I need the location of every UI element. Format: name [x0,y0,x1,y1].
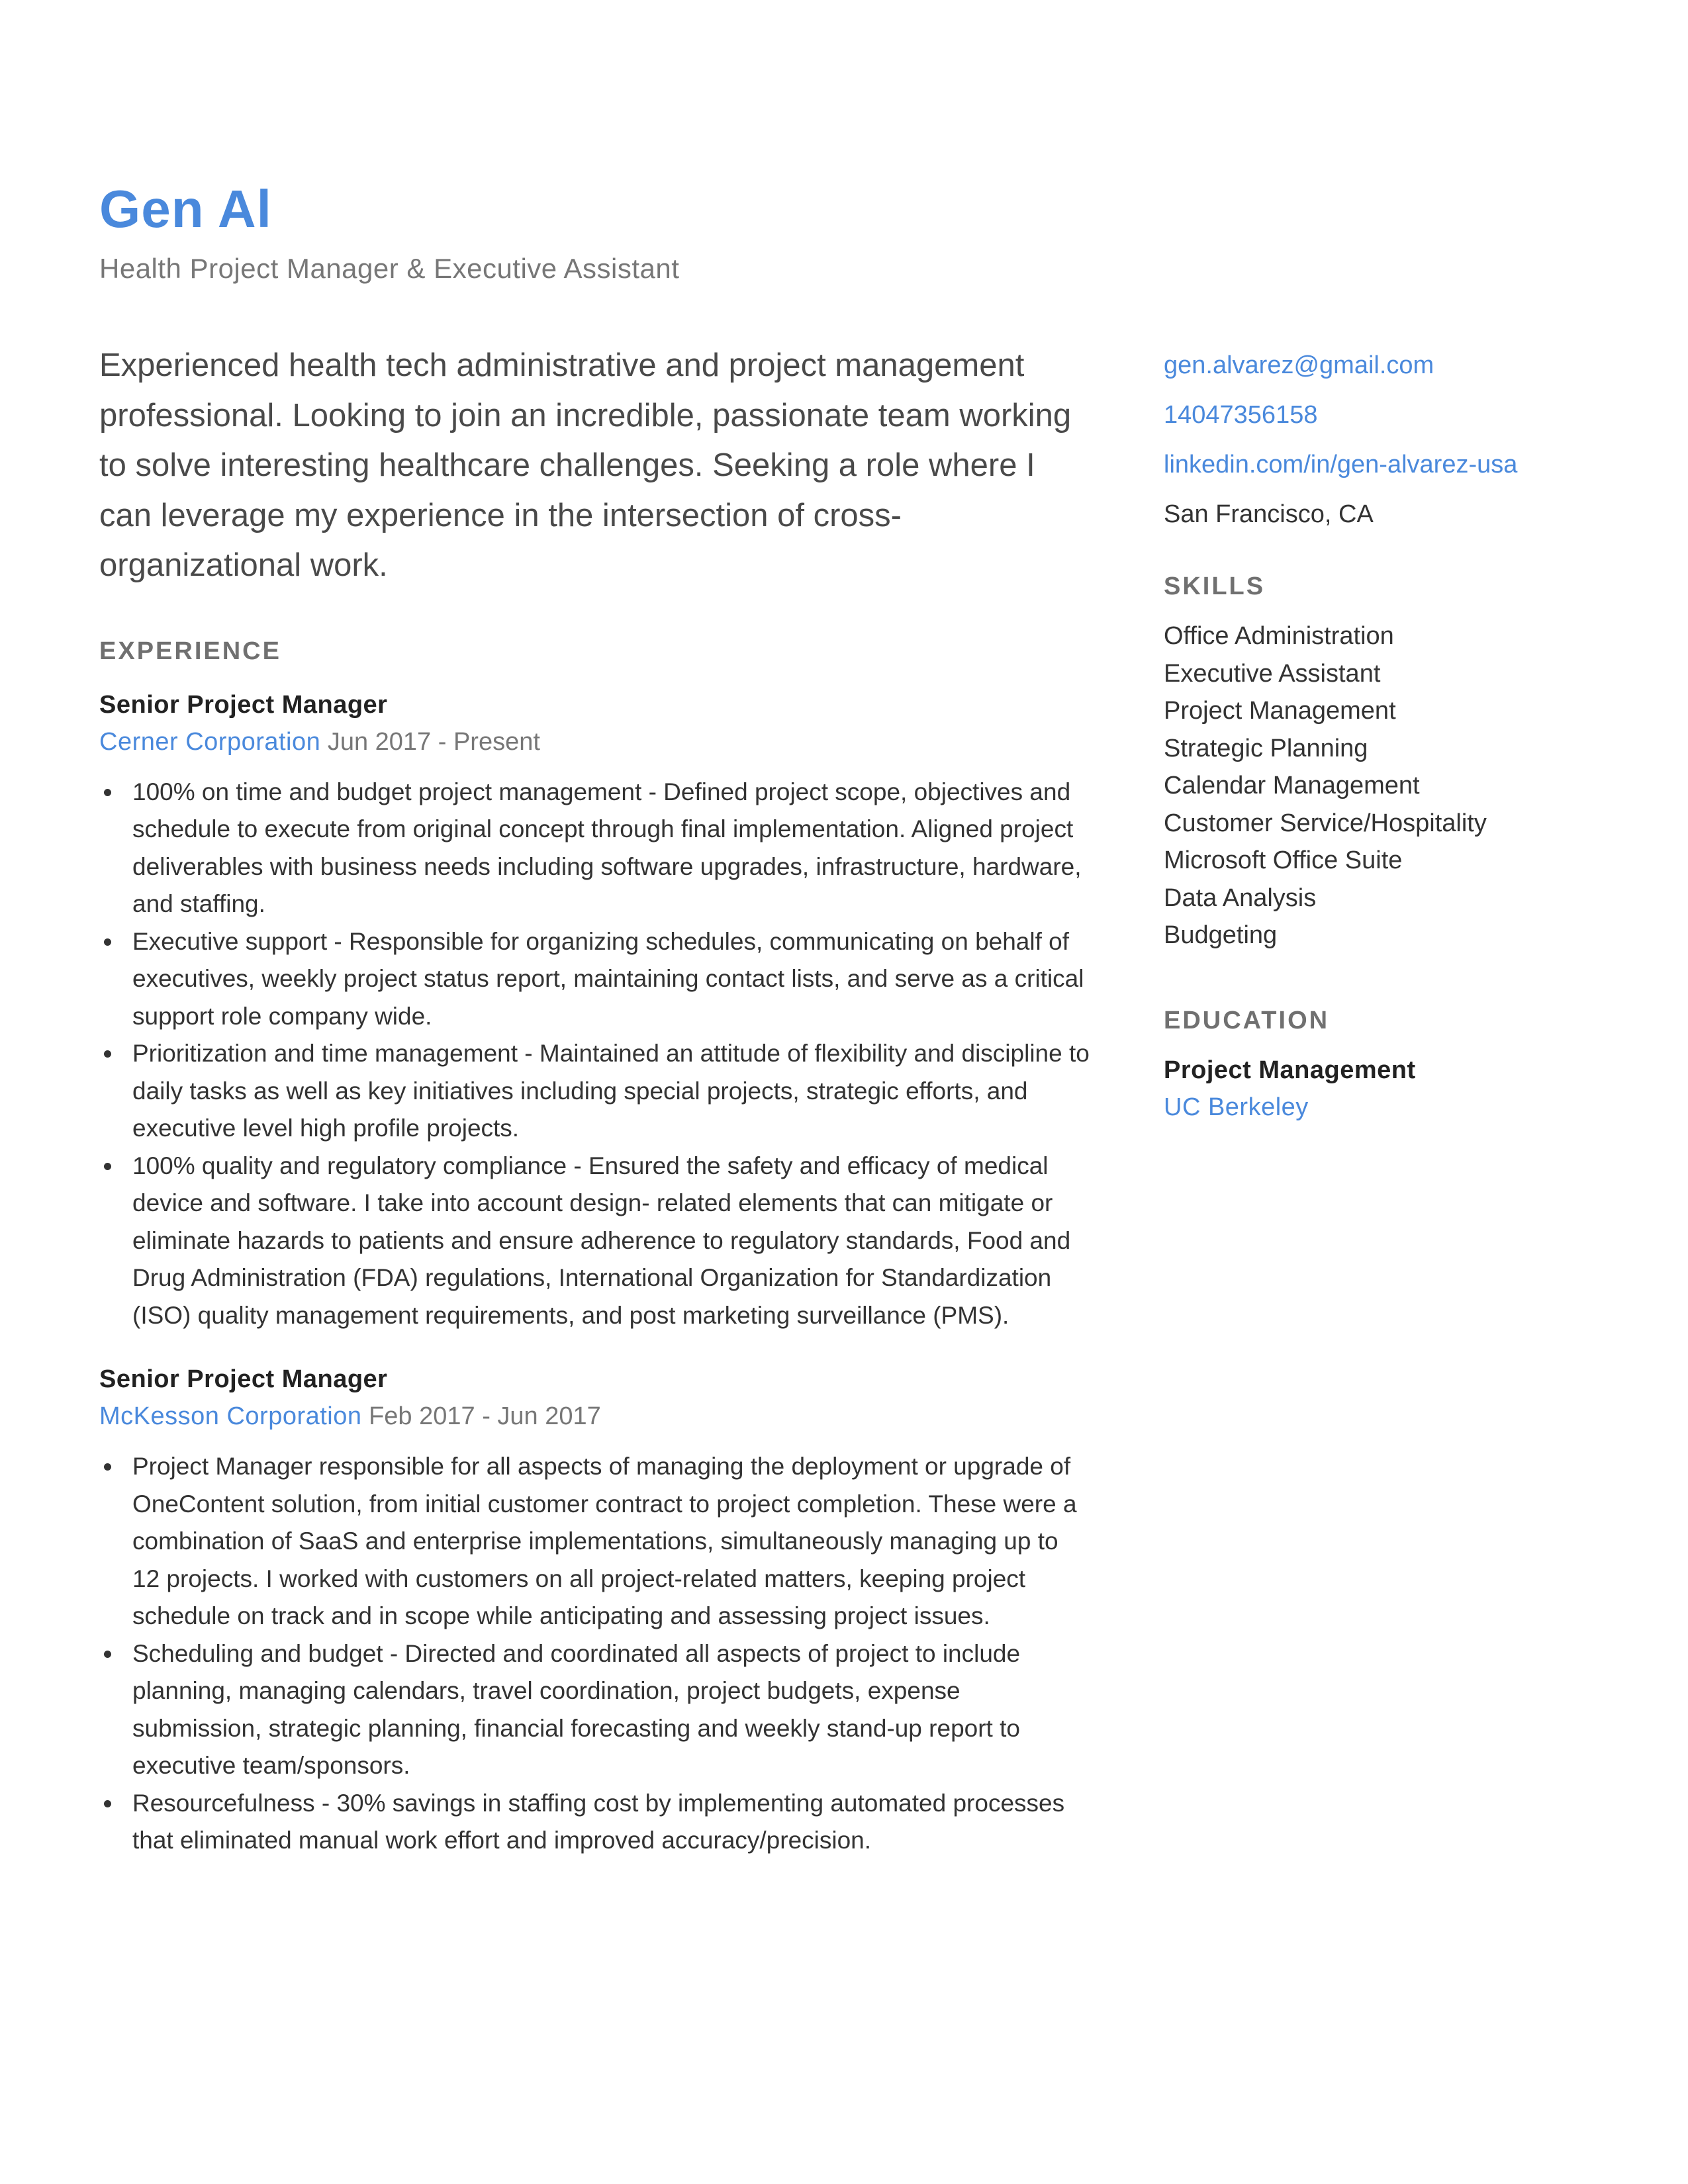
bullet-icon [104,789,111,796]
job-bullet [99,1785,1092,1860]
job-dates: Jun 2017 - Present [327,727,540,756]
job-entry [99,686,1092,1335]
company-name: McKesson Corporation [99,1402,362,1430]
sidebar-column [1164,341,1627,1126]
bullet-icon [104,1163,111,1170]
phone-link[interactable]: 14047356158 [1164,401,1318,429]
job-bullet [99,774,1092,923]
skill-item: Strategic Planning [1164,734,1368,762]
job-bullet-text: Project Manager responsible for all aspects of managing the deployment or upgrade of OneContent solution, from initial customer contract to project completion. These were a combination of SaaS and enterprise implementations, simultaneously managing up to 12 projects. I worked with customers on all project-related matters, keeping project schedule on track and in scope while anticipating and assessing project issues. [132,1453,1077,1629]
job-bullet-text: 100% on time and budget project management - Defined project scope, objectives and schedule to execute from original concept through final implementation. Aligned project deliverables with business needs including software upgrades, infrastructure, hardware, and staffing. [132,778,1082,917]
summary: Experienced health tech administrative and project management professional. Looking to join an incredible, passionate team working to solve interesting healthcare challenges. Seeking a role where I can leverage my experience in the intersection of cross-organizational work. [99,347,1072,583]
job-bullet-text: Resourcefulness - 30% savings in staffing cost by implementing automated processes that eliminated manual work effort and improved accuracy/precision. [132,1789,1065,1854]
job-title: Senior Project Manager [99,690,388,719]
bullet-icon [104,938,111,946]
job-dates: Feb 2017 - Jun 2017 [369,1402,601,1430]
location: San Francisco, CA [1164,500,1374,528]
job-bullet [99,1148,1092,1335]
bullet-icon [104,1463,111,1471]
job-bullets [99,774,1092,1335]
candidate-name: Gen Al [99,179,272,238]
job-meta [99,723,1092,760]
job-bullets [99,1448,1092,1860]
email-link[interactable]: gen.alvarez@gmail.com [1164,351,1434,379]
job-meta [99,1398,1092,1435]
skills-heading: SKILLS [1164,572,1266,600]
job-bullet-text: Prioritization and time management - Maintained an attitude of flexibility and discipline to daily tasks as well as key initiatives including special projects, strategic efforts, and executive level high profile projects. [132,1040,1090,1142]
job-bullet-text: 100% quality and regulatory compliance - Ensured the safety and efficacy of medical device and software. I take into account design- related elements that can mitigate or eliminate hazards to patients and ensure adherence to regulatory standards, Food and Drug Administration (FDA) regulations, International Organization for Standardization (ISO) quality management requirements, and post marketing surveillance (PMS). [132,1152,1071,1329]
skill-item: Microsoft Office Suite [1164,846,1403,874]
job-bullet-text: Executive support - Responsible for organizing schedules, communicating on behalf of executives, weekly project status report, maintaining contact lists, and serve as a critical support role company wide. [132,927,1084,1030]
job-title: Senior Project Manager [99,1365,388,1393]
skill-item: Data Analysis [1164,884,1317,912]
skill-item: Office Administration [1164,622,1394,650]
job-bullet [99,1448,1092,1635]
education-school: UC Berkeley [1164,1093,1309,1121]
job-bullet [99,1635,1092,1785]
main-column [99,341,1092,1860]
bullet-icon [104,1050,111,1058]
candidate-title: Health Project Manager & Executive Assistant [99,253,680,284]
job-entry [99,1361,1092,1860]
skill-item: Budgeting [1164,921,1278,949]
experience-heading: EXPERIENCE [99,637,281,665]
skills-list [1164,617,1627,954]
company-name: Cerner Corporation [99,727,321,756]
education-degree: Project Management [1164,1056,1416,1084]
job-bullet-text: Scheduling and budget - Directed and coordinated all aspects of project to include planning, managing calendars, travel coordination, project budgets, expense submission, strategic planning, financial forecasting and weekly stand-up report to executive team/sponsors. [132,1639,1021,1779]
skill-item: Calendar Management [1164,772,1420,799]
skill-item: Project Management [1164,697,1396,725]
bullet-icon [104,1651,111,1658]
bullet-icon [104,1800,111,1807]
job-bullet [99,1035,1092,1148]
skill-item: Executive Assistant [1164,659,1381,688]
skill-item: Customer Service/Hospitality [1164,809,1487,837]
education-heading: EDUCATION [1164,1006,1330,1034]
job-bullet [99,923,1092,1036]
linkedin-link[interactable]: linkedin.com/in/gen-alvarez-usa [1164,451,1518,478]
